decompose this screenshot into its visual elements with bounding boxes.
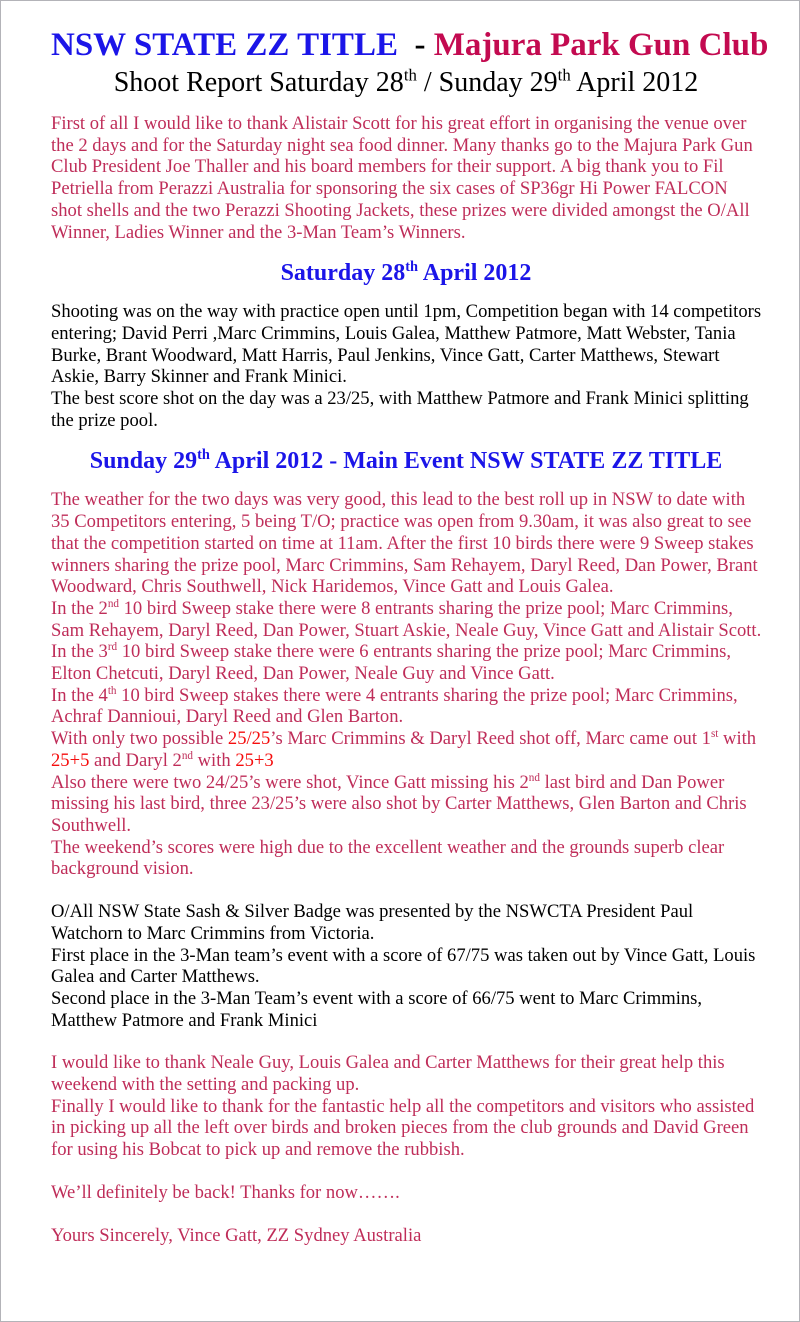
paragraph-sunday-main-event [51,489,761,880]
text-segment: ’s Marc Crimmins & Daryl Reed shot off, Marc came out 1 [270,728,711,750]
paragraph-sunday-main-event-line [51,858,761,880]
text-segment: Elton Chetcuti, Daryl Reed, Dan Power, Neale Guy and Vince Gatt. [51,663,555,685]
text-segment: 10 bird Sweep stake there were 8 entrants sharing the prize pool; Marc Crimmins, [118,597,733,619]
text-segment: Achraf Dannioui, Daryl Reed and Glen Barton. [51,706,404,728]
text-segment: Also there were two 24/25’s were shot, Vince Gatt missing his 2 [51,771,529,793]
paragraph-awards-line [51,1010,761,1032]
text-segment: 25/25 [227,728,271,750]
paragraph-intro-line [51,200,761,222]
text-segment: rd [107,641,118,654]
text-segment: Shoot Report Saturday 28 [113,67,404,98]
text-segment: th [197,447,210,464]
paragraph-intro-line [51,156,761,178]
text-segment: In the 4 [51,684,108,706]
text-segment: nd [107,597,119,610]
paragraph-intro-line [51,135,761,157]
text-segment: Saturday 28 [280,260,406,287]
paragraph-sunday-main-event-line [51,728,761,750]
paragraph-saturday-line [51,366,761,388]
text-segment: st [710,727,719,740]
paragraph-saturday [51,301,761,431]
paragraph-sunday-main-event-line [51,576,761,598]
report-title-line [51,25,769,65]
text-segment: Woodward, Chris Southwell, Nick Haridemos, Vince Gatt and Louis Galea. [51,576,614,598]
text-segment: shot shells and the two Perazzi Shooting Jackets, these prizes were divided amongst the O/All [51,199,750,221]
text-segment: the prize pool. [51,409,158,431]
paragraph-farewell [51,1182,761,1204]
text-segment: Southwell. [51,814,132,836]
text-segment: last bird and Dan Power [539,771,725,793]
paragraph-awards-line [51,988,761,1010]
text-segment: missing his last bird, three 23/25’s were also shot by Carter Matthews, Glen Barton and Chris [51,793,747,815]
paragraph-awards [51,901,761,1031]
paragraph-signature-line [51,1225,761,1247]
text-segment: for using his Bobcat to pick up and remove the rubbish. [51,1139,465,1161]
heading-sunday [51,447,761,476]
paragraph-intro-line [51,113,761,135]
text-segment: April 2012 [570,67,699,98]
paragraph-sunday-main-event-line [51,772,761,794]
paragraph-sunday-main-event-line [51,511,761,533]
text-segment: weekend with the setting and packing up. [51,1074,360,1096]
paragraph-sunday-main-event-line [51,598,761,620]
text-segment: NSW STATE ZZ TITLE [51,27,398,63]
text-segment: In the 3 [51,641,108,663]
text-segment: We’ll definitely be back! Thanks for now……. [51,1181,400,1203]
paragraph-saturday-line [51,301,761,323]
text-segment: with [718,728,757,750]
text-segment: Club President Joe Thaller and his board members for their support. A big thank you to Fil [51,156,724,178]
text-segment: with [192,749,236,771]
paragraph-sunday-main-event-line [51,663,761,685]
text-segment: I would like to thank Neale Guy, Louis Galea and Carter Matthews for their great help this [51,1052,725,1074]
paragraph-sunday-main-event-line [51,489,761,511]
paragraph-sunday-main-event-line [51,641,761,663]
text-segment: the 2 days and for the Saturday night sea food dinner. Many thanks go to the Majura Park Gun [51,134,753,156]
text-segment: The weather for the two days was very good, this lead to the best roll up in NSW to date with [51,489,746,511]
text-segment: nd [181,749,193,762]
text-segment: April 2012 [418,260,532,287]
paragraph-sunday-main-event-line [51,815,761,837]
text-segment: With only two possible [51,728,228,750]
text-segment: 10 bird Sweep stakes there were 4 entrants sharing the prize pool; Marc Crimmins, [116,684,738,706]
paragraph-awards-line [51,945,761,967]
paragraph-sunday-main-event-line [51,837,761,859]
paragraph-thanks [51,1052,761,1161]
text-segment: Galea and Carter Matthews. [51,966,260,988]
text-segment: Finally I would like to thank for the fantastic help all the competitors and visitors who assisted [51,1095,755,1117]
paragraph-thanks-line [51,1074,761,1096]
paragraph-awards-line [51,923,761,945]
text-segment: April 2012 - Main Event NSW STATE ZZ TITLE [209,448,723,475]
text-segment: Matthew Patmore and Frank Minici [51,1009,318,1031]
paragraph-saturday-line [51,410,761,432]
text-segment: First place in the 3-Man team’s event with a score of 67/75 was taken out by Vince Gatt, Louis [51,944,756,966]
text-segment: The best score shot on the day was a 23/25, with Matthew Patmore and Frank Minici splitting [51,388,749,410]
text-segment: Second place in the 3-Man Team’s event with a score of 66/75 went to Marc Crimmins, [51,987,703,1009]
paragraph-thanks-line [51,1096,761,1118]
text-segment: O/All NSW State Sash & Silver Badge was presented by the NSWCTA President Paul [51,901,694,923]
text-segment: th [403,65,417,85]
text-segment: Majura Park Gun Club [433,27,769,63]
text-segment: background vision. [51,858,194,880]
text-segment: The weekend’s scores were high due to the excellent weather and the grounds superb clear [51,836,725,858]
spacer-2 [51,1031,761,1052]
text-segment: Watchorn to Marc Crimmins from Victoria. [51,922,375,944]
text-segment: Petriella from Perazzi Australia for sponsoring the six cases of SP36gr Hi Power FALCON [51,178,728,200]
text-segment: 25+3 [235,749,274,771]
text-segment: 10 bird Sweep stake there were 6 entrants sharing the prize pool; Marc Crimmins, [117,641,732,663]
heading-saturday-line [51,259,761,288]
text-segment: nd [528,771,540,784]
paragraph-intro [51,113,761,243]
paragraph-farewell-line [51,1182,761,1204]
paragraph-sunday-main-event-line [51,706,761,728]
paragraph-sunday-main-event-line [51,533,761,555]
text-segment: 35 Competitors entering, 5 being T/O; practice was open from 9.30am, it was also great to see [51,511,752,533]
paragraph-sunday-main-event-line [51,750,761,772]
paragraph-thanks-line [51,1139,761,1161]
paragraph-sunday-main-event-line [51,555,761,577]
paragraph-sunday-main-event-line [51,793,761,815]
text-segment: winners sharing the prize pool, Marc Crimmins, Sam Rehayem, Daryl Reed, Dan Power, Brant [51,554,758,576]
heading-saturday [51,259,761,288]
text-segment: - [397,27,434,63]
report-subtitle [51,65,761,101]
text-segment: Sam Rehayem, Daryl Reed, Dan Power, Stuart Askie, Neale Guy, Vince Gatt and Alistair Scott. [51,619,762,641]
text-segment: Sunday 29 [89,448,198,475]
text-segment: In the 2 [51,597,108,619]
text-segment: / Sunday 29 [416,67,558,98]
spacer-1 [51,880,761,901]
paragraph-thanks-line [51,1052,761,1074]
text-segment: th [405,259,419,276]
report-body [1,1,799,1246]
spacer-4 [51,1204,761,1225]
paragraph-sunday-main-event-line [51,620,761,642]
text-segment: Yours Sincerely, Vince Gatt, ZZ Sydney Australia [51,1224,422,1246]
paragraph-intro-line [51,178,761,200]
text-segment: entering; David Perri ,Marc Crimmins, Louis Galea, Matthew Patmore, Matt Webster, Tania [51,322,736,344]
text-segment: in picking up all the left over birds and broken pieces from the club grounds and David Green [51,1117,749,1139]
paragraph-saturday-line [51,388,761,410]
paragraph-signature [51,1225,761,1247]
paragraph-awards-line [51,901,761,923]
text-segment: 25+5 [51,749,90,771]
paragraph-awards-line [51,966,761,988]
text-segment: Askie, Barry Skinner and Frank Minici. [51,366,347,388]
text-segment: First of all I would like to thank Alistair Scott for his great effort in organising the venue over [51,113,747,134]
text-segment: Burke, Brant Woodward, Matt Harris, Paul Jenkins, Vince Gatt, Carter Matthews, Stewart [51,344,720,366]
text-segment: Shooting was on the way with practice open until 1pm, Competition began with 14 competitors [51,301,762,323]
text-segment: Winner, Ladies Winner and the 3-Man Team’s Winners. [51,221,466,243]
text-segment: th [557,65,571,85]
paragraph-saturday-line [51,345,761,367]
paragraph-sunday-main-event-line [51,685,761,707]
spacer-3 [51,1161,761,1182]
report-subtitle-line [51,65,761,101]
paragraph-saturday-line [51,323,761,345]
paragraph-intro-line [51,222,761,244]
heading-sunday-line [51,447,761,476]
paragraph-thanks-line [51,1117,761,1139]
report-title [51,25,769,65]
text-segment: th [107,684,117,697]
text-segment: that the competition started on time at 11am. After the first 10 birds there were 9 Sweep stakes [51,532,754,554]
text-segment: and Daryl 2 [89,749,182,771]
